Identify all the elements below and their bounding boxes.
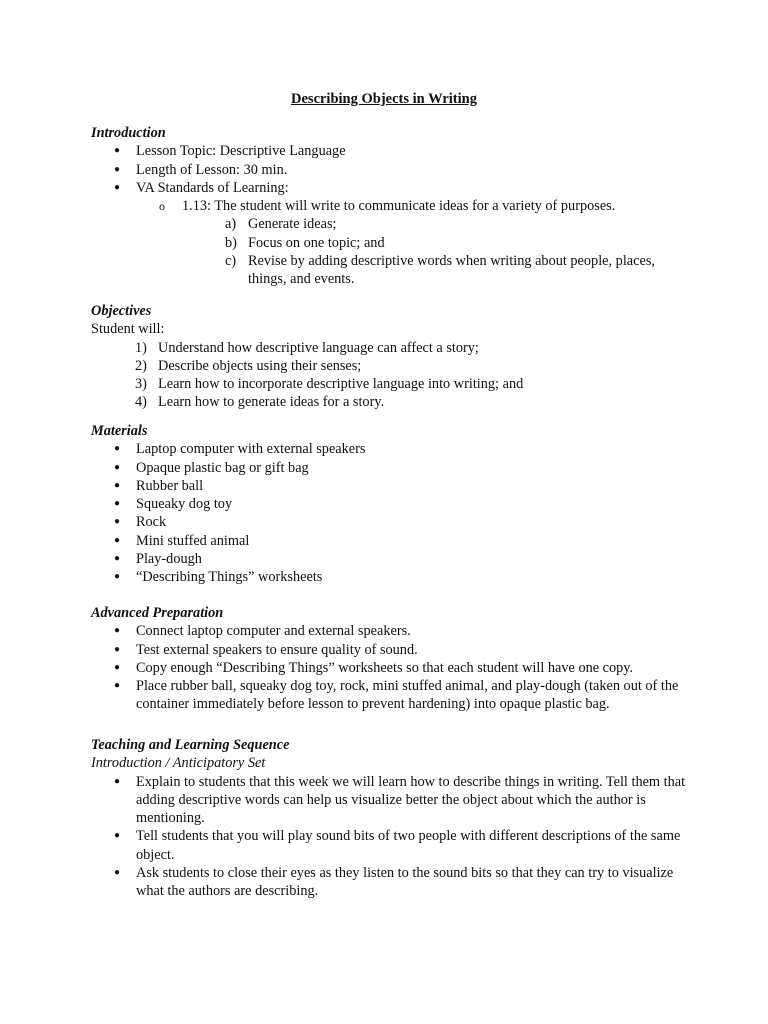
bullet-icon: ● bbox=[113, 775, 121, 787]
anticipatory-set-subheading: Introduction / Anticipatory Set bbox=[91, 755, 266, 772]
list-item bbox=[91, 440, 691, 458]
list-marker: a) bbox=[225, 216, 237, 233]
list-item bbox=[91, 773, 691, 828]
list-item bbox=[91, 568, 691, 586]
list-item bbox=[91, 393, 691, 411]
list-item bbox=[91, 179, 691, 197]
bullet-icon: ● bbox=[113, 680, 121, 692]
advanced-preparation-section bbox=[91, 604, 691, 714]
bullet-icon: ● bbox=[113, 571, 121, 583]
list-item bbox=[91, 234, 691, 252]
list-item-text: Laptop computer with external speakers bbox=[136, 441, 366, 458]
list-marker: 1) bbox=[135, 339, 147, 356]
list-marker: 2) bbox=[135, 357, 147, 374]
teaching-sequence-heading: Teaching and Learning Sequence bbox=[91, 737, 290, 753]
list-item bbox=[91, 459, 691, 477]
objectives-heading: Objectives bbox=[91, 303, 152, 319]
bullet-icon: ● bbox=[113, 498, 121, 510]
bullet-icon: ● bbox=[113, 534, 121, 546]
materials-list bbox=[91, 440, 691, 586]
list-item bbox=[91, 142, 691, 160]
list-item bbox=[91, 495, 691, 513]
list-item-text: Copy enough “Describing Things” worksheets so that each student will have one copy. bbox=[136, 659, 634, 676]
teaching-sequence-list bbox=[91, 773, 691, 901]
list-item-text: Rock bbox=[136, 514, 167, 531]
list-item bbox=[91, 641, 691, 659]
list-item-text: Ask students to close their eyes as they listen to the sound bits so that they can try to visualize what the authors are describing. bbox=[136, 865, 674, 900]
list-item-text: Learn how to incorporate descriptive language into writing; and bbox=[158, 376, 524, 393]
list-item-text: Play-dough bbox=[136, 551, 202, 568]
list-item-text: VA Standards of Learning: bbox=[136, 179, 289, 196]
introduction-heading: Introduction bbox=[91, 125, 166, 141]
list-item-text: Opaque plastic bag or gift bag bbox=[136, 459, 309, 476]
list-marker: c) bbox=[225, 253, 237, 270]
document-title: Describing Objects in Writing bbox=[291, 91, 477, 107]
bullet-icon: ● bbox=[113, 461, 121, 473]
bullet-icon: ● bbox=[113, 867, 121, 879]
list-item bbox=[91, 339, 691, 357]
advanced-preparation-list bbox=[91, 622, 691, 713]
objectives-section bbox=[91, 302, 691, 412]
materials-section bbox=[91, 422, 691, 587]
list-item bbox=[91, 864, 691, 901]
list-item-text: Revise by adding descriptive words when writing about people, places, things, and events. bbox=[248, 253, 655, 288]
list-item-text: “Describing Things” worksheets bbox=[136, 569, 323, 586]
bullet-icon: ● bbox=[113, 516, 121, 528]
bullet-icon: ● bbox=[113, 830, 121, 842]
list-item-text: Length of Lesson: 30 min. bbox=[136, 161, 288, 178]
bullet-icon: ● bbox=[113, 553, 121, 565]
list-item-text: Learn how to generate ideas for a story. bbox=[158, 394, 385, 411]
list-item-text: Mini stuffed animal bbox=[136, 532, 250, 549]
advanced-preparation-heading: Advanced Preparation bbox=[91, 605, 224, 621]
list-item bbox=[91, 215, 691, 233]
bullet-icon: ● bbox=[113, 163, 121, 175]
bullet-icon: ● bbox=[113, 661, 121, 673]
list-item-text: Squeaky dog toy bbox=[136, 496, 233, 513]
list-item bbox=[91, 252, 691, 289]
list-item-text: Place rubber ball, squeaky dog toy, rock, mini stuffed animal, and play-dough (taken out of the container immediately before lesson to prevent hardening) into opaque plastic bag. bbox=[136, 678, 679, 713]
list-item-text: Understand how descriptive language can affect a story; bbox=[158, 339, 479, 356]
list-item bbox=[91, 532, 691, 550]
list-item bbox=[91, 375, 691, 393]
list-item-text: Connect laptop computer and external speakers. bbox=[136, 623, 411, 640]
materials-heading: Materials bbox=[91, 423, 148, 439]
list-item-text: Focus on one topic; and bbox=[248, 234, 385, 251]
standard-sub-list bbox=[91, 215, 691, 288]
list-item bbox=[91, 513, 691, 531]
list-item-text: Tell students that you will play sound bits of two people with different descriptions of the same object. bbox=[136, 828, 681, 863]
bullet-icon: ● bbox=[113, 643, 121, 655]
list-item-text: Explain to students that this week we will learn how to describe things in writing. Tell them that adding descriptive words can help us visualize better the object about which the author is mentioning. bbox=[136, 773, 686, 827]
list-item-text: Test external speakers to ensure quality of sound. bbox=[136, 641, 418, 658]
list-item bbox=[91, 827, 691, 864]
objectives-list bbox=[91, 339, 691, 412]
list-item bbox=[91, 677, 691, 714]
list-marker: 3) bbox=[135, 376, 147, 393]
list-item-text: Generate ideas; bbox=[248, 216, 337, 233]
list-item bbox=[91, 659, 691, 677]
list-item bbox=[91, 161, 691, 179]
list-item-text: Lesson Topic: Descriptive Language bbox=[136, 143, 346, 160]
list-marker: b) bbox=[225, 234, 237, 251]
teaching-sequence-section bbox=[91, 736, 691, 901]
ring-bullet-icon: o bbox=[159, 199, 165, 214]
list-item bbox=[91, 622, 691, 640]
standard-item bbox=[91, 197, 691, 215]
list-item bbox=[91, 550, 691, 568]
bullet-icon: ● bbox=[113, 625, 121, 637]
standard-text: 1.13: The student will write to communicate ideas for a variety of purposes. bbox=[182, 198, 616, 215]
list-item bbox=[91, 477, 691, 495]
introduction-section bbox=[91, 124, 691, 289]
objectives-intro: Student will: bbox=[91, 321, 165, 338]
introduction-list bbox=[91, 142, 691, 197]
list-item-text: Rubber ball bbox=[136, 477, 204, 494]
list-marker: 4) bbox=[135, 394, 147, 411]
bullet-icon: ● bbox=[113, 479, 121, 491]
list-item bbox=[91, 357, 691, 375]
list-item-text: Describe objects using their senses; bbox=[158, 357, 362, 374]
bullet-icon: ● bbox=[113, 181, 121, 193]
bullet-icon: ● bbox=[113, 443, 121, 455]
bullet-icon: ● bbox=[113, 145, 121, 157]
